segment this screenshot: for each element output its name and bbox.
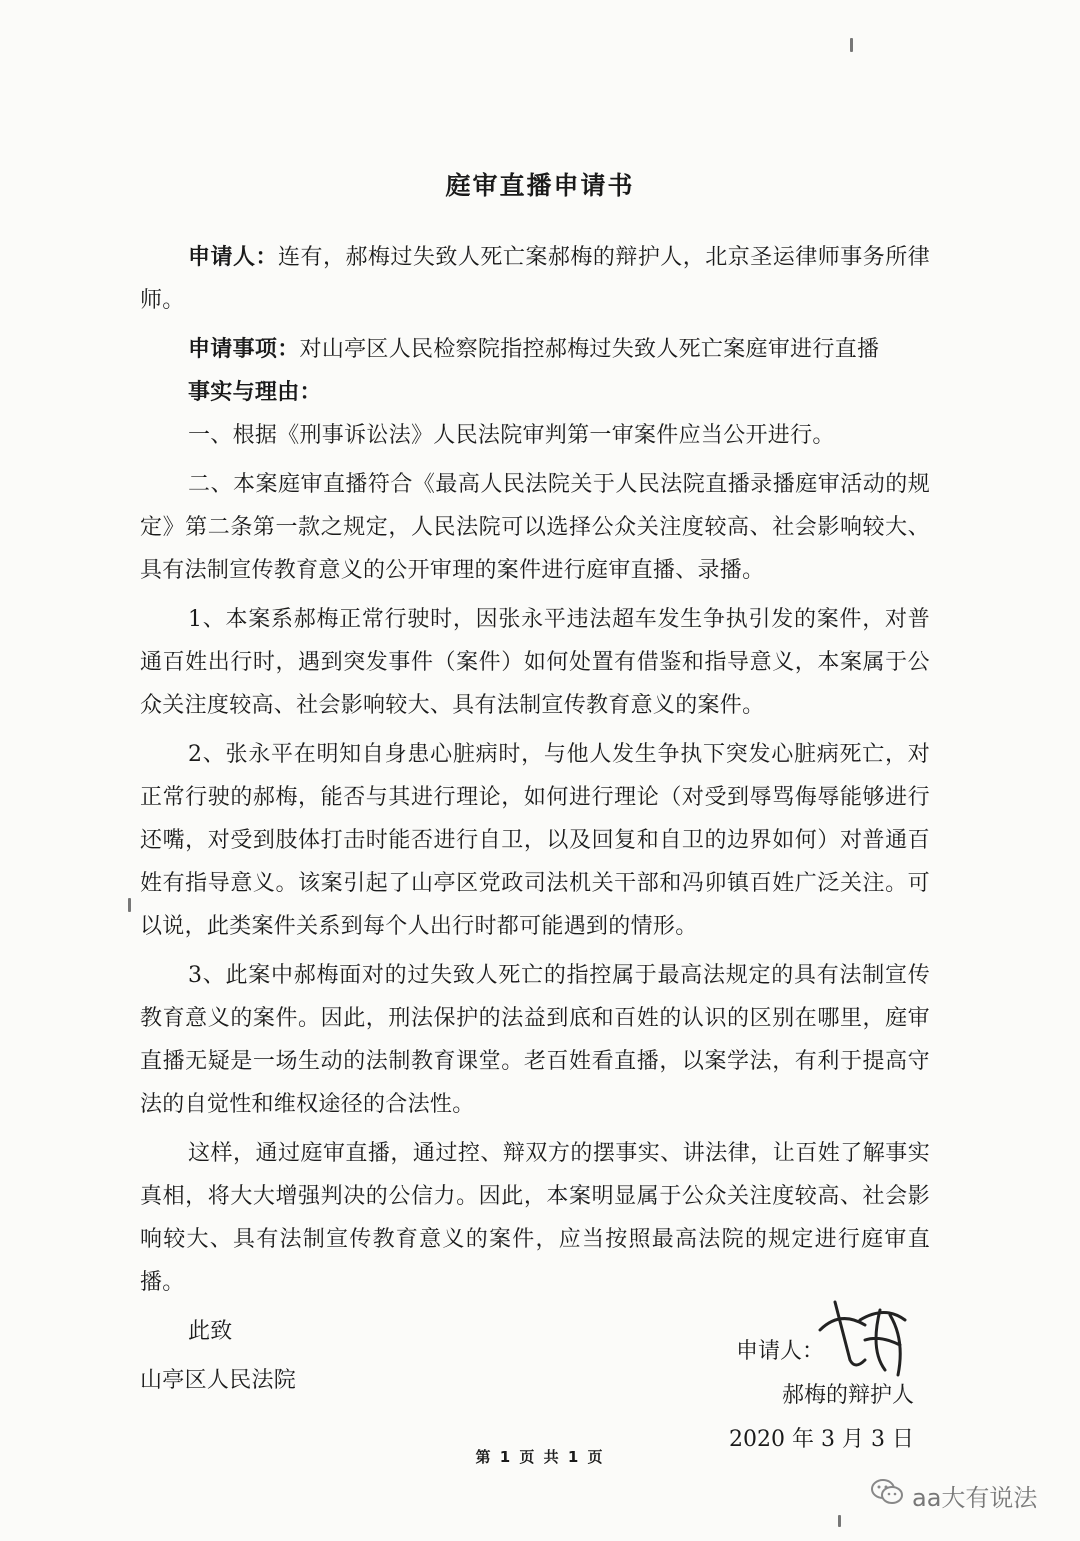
paragraph: 一、根据《刑事诉讼法》人民法院审判第一审案件应当公开进行。 xyxy=(188,423,835,448)
wechat-icon xyxy=(870,1477,904,1513)
page-footer: 第 1 页 共 1 页 xyxy=(475,1448,605,1466)
paragraph: 2、张永平在明知自身患心脏病时，与他人发生争执下突发心脏病死亡，对正常行驶的郝梅，能否与其进行理论，如何进行理论（对受到辱骂侮辱能够进行还嘴，对受到肢体打击时能否进行自卫，以及回复和自卫的边界如何）对普通百姓有指导意义。该案引起了山亭区党政司法机关干部和冯卯镇百姓广泛关注。可以说，此类案件关系到每个人出行时都可能遇到的情形。 xyxy=(140,742,930,939)
handwritten-signature xyxy=(810,1290,920,1380)
signature-label: 申请人： xyxy=(735,1339,824,1364)
document-title: 庭审直播申请书 xyxy=(445,171,635,200)
scan-speck xyxy=(838,1515,841,1527)
signer-role: 郝梅的辩护人 xyxy=(781,1383,914,1408)
watermark-text: aa大有说法 xyxy=(912,1483,1038,1512)
matter-line xyxy=(140,328,930,371)
paragraph: 这样，通过庭审直播，通过控、辩双方的摆事实、讲法律，让百姓了解事实真相，将大大增强判决的公信力。因此，本案明显属于公众关注度较高、社会影响较大、具有法制宣传教育意义的案件，应当按照最高法院的规定进行庭审直播。 xyxy=(140,1141,930,1295)
document-body xyxy=(140,236,930,1402)
closing: 此致 xyxy=(188,1319,233,1344)
scan-speck xyxy=(128,898,131,912)
applicant-line xyxy=(140,236,930,322)
facts-label: 事实与理由： xyxy=(188,380,322,405)
recipient: 山亭区人民法院 xyxy=(140,1368,297,1393)
paragraph: 二、本案庭审直播符合《最高人民法院关于人民法院直播录播庭审活动的规定》第二条第一款之规定，人民法院可以选择公众关注度较高、社会影响较大、具有法制宣传教育意义的公开审理的案件进行庭审直播、录播。 xyxy=(140,472,930,583)
scan-speck xyxy=(850,38,853,52)
matter-text: 对山亭区人民检察院指控郝梅过失致人死亡案庭审进行直播 xyxy=(299,337,880,362)
paragraph: 1、本案系郝梅正常行驶时，因张永平违法超车发生争执引发的案件，对普通百姓出行时，遇到突发事件（案件）如何处置有借鉴和指导意义，本案属于公众关注度较高、社会影响较大、具有法制宣传教育意义的案件。 xyxy=(140,607,930,718)
watermark xyxy=(870,1477,1037,1513)
matter-label: 申请事项： xyxy=(188,337,300,362)
applicant-text: 连有，郝梅过失致人死亡案郝梅的辩护人，北京圣运律师事务所律师。 xyxy=(140,245,931,313)
facts-heading xyxy=(140,371,930,414)
document-date: 2020 年 3 月 3 日 xyxy=(729,1427,914,1452)
applicant-label: 申请人： xyxy=(188,245,278,270)
paragraph: 3、此案中郝梅面对的过失致人死亡的指控属于最高法规定的具有法制宣传教育意义的案件。因此，刑法保护的法益到底和百姓的认识的区别在哪里，庭审直播无疑是一场生动的法制教育课堂。老百姓看直播，以案学法，有利于提高守法的自觉性和维权途径的合法性。 xyxy=(140,963,930,1117)
